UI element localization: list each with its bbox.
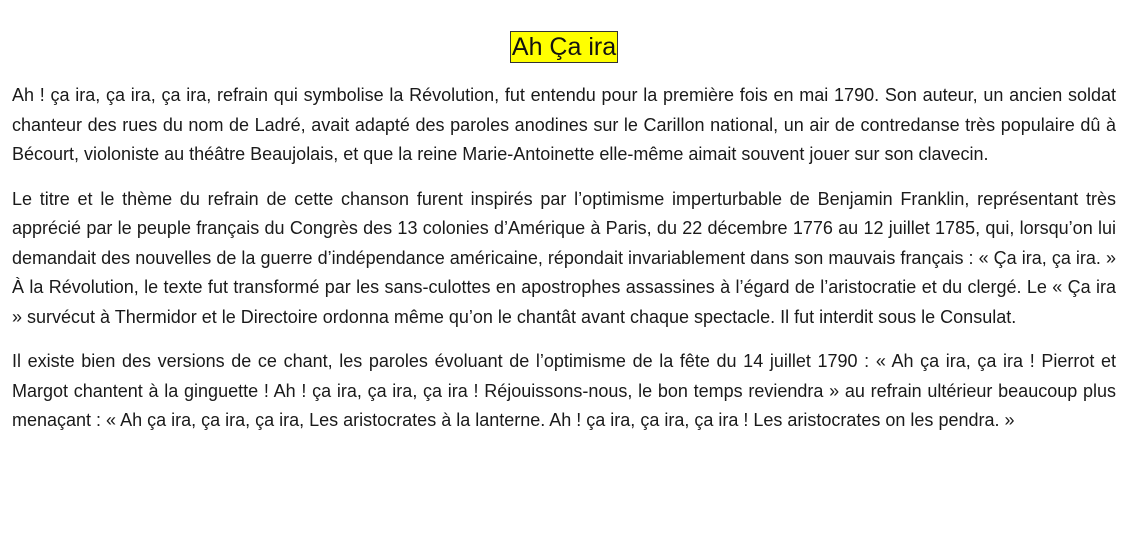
page-title: Ah Ça ira <box>511 33 617 61</box>
paragraph-2: Le titre et le thème du refrain de cette chanson furent inspirés par l’optimisme imperturbable de Benjamin Franklin, représentant très apprécié par le peuple français du Congrès des 13 colonies d’Amérique à Paris, du 22 décembre 1776 au 12 juillet 1785, qui, lorsqu’on lui demandait des nouvelles de la guerre d’indépendance américaine, répondait invariablement dans son mauvais français : « Ça ira, ça ira. » À la Révolution, le texte fut transformé par les sans-culottes en apostrophes assassines à l’égard de l’aristocratie et du clergé. Le « Ça ira » survécut à Thermidor et le Directoire ordonna même qu’on le chantât avant chaque spectacle. Il fut interdit sous le Consulat. <box>12 188 1116 327</box>
document-page <box>12 0 1116 436</box>
title-container <box>12 31 1116 65</box>
paragraph-3: Il existe bien des versions de ce chant, les paroles évoluant de l’optimisme de la fête du 14 juillet 1790 : « Ah ça ira, ça ira ! Pierrot et Margot chantent à la ginguette ! Ah ! ça ira, ça ira, ça ira ! Réjouissons-nous, le bon temps reviendra » au refrain ultérieur beaucoup plus menaçant : « Ah ça ira, ça ira, ça ira, Les aristocrates à la lanterne. Ah ! ça ira, ça ira, ça ira ! Les aristocrates on les pendra. » <box>12 351 1116 430</box>
paragraph-1: Ah ! ça ira, ça ira, ça ira, refrain qui symbolise la Révolution, fut entendu pour la première fois en mai 1790. Son auteur, un ancien soldat chanteur des rues du nom de Ladré, avait adapté des paroles anodines sur le Carillon national, un air de contredanse très populaire dû à Bécourt, violoniste au théâtre Beaujolais, et que la reine Marie-Antoinette elle-même aimait souvent jouer sur son clavecin. <box>12 85 1116 164</box>
